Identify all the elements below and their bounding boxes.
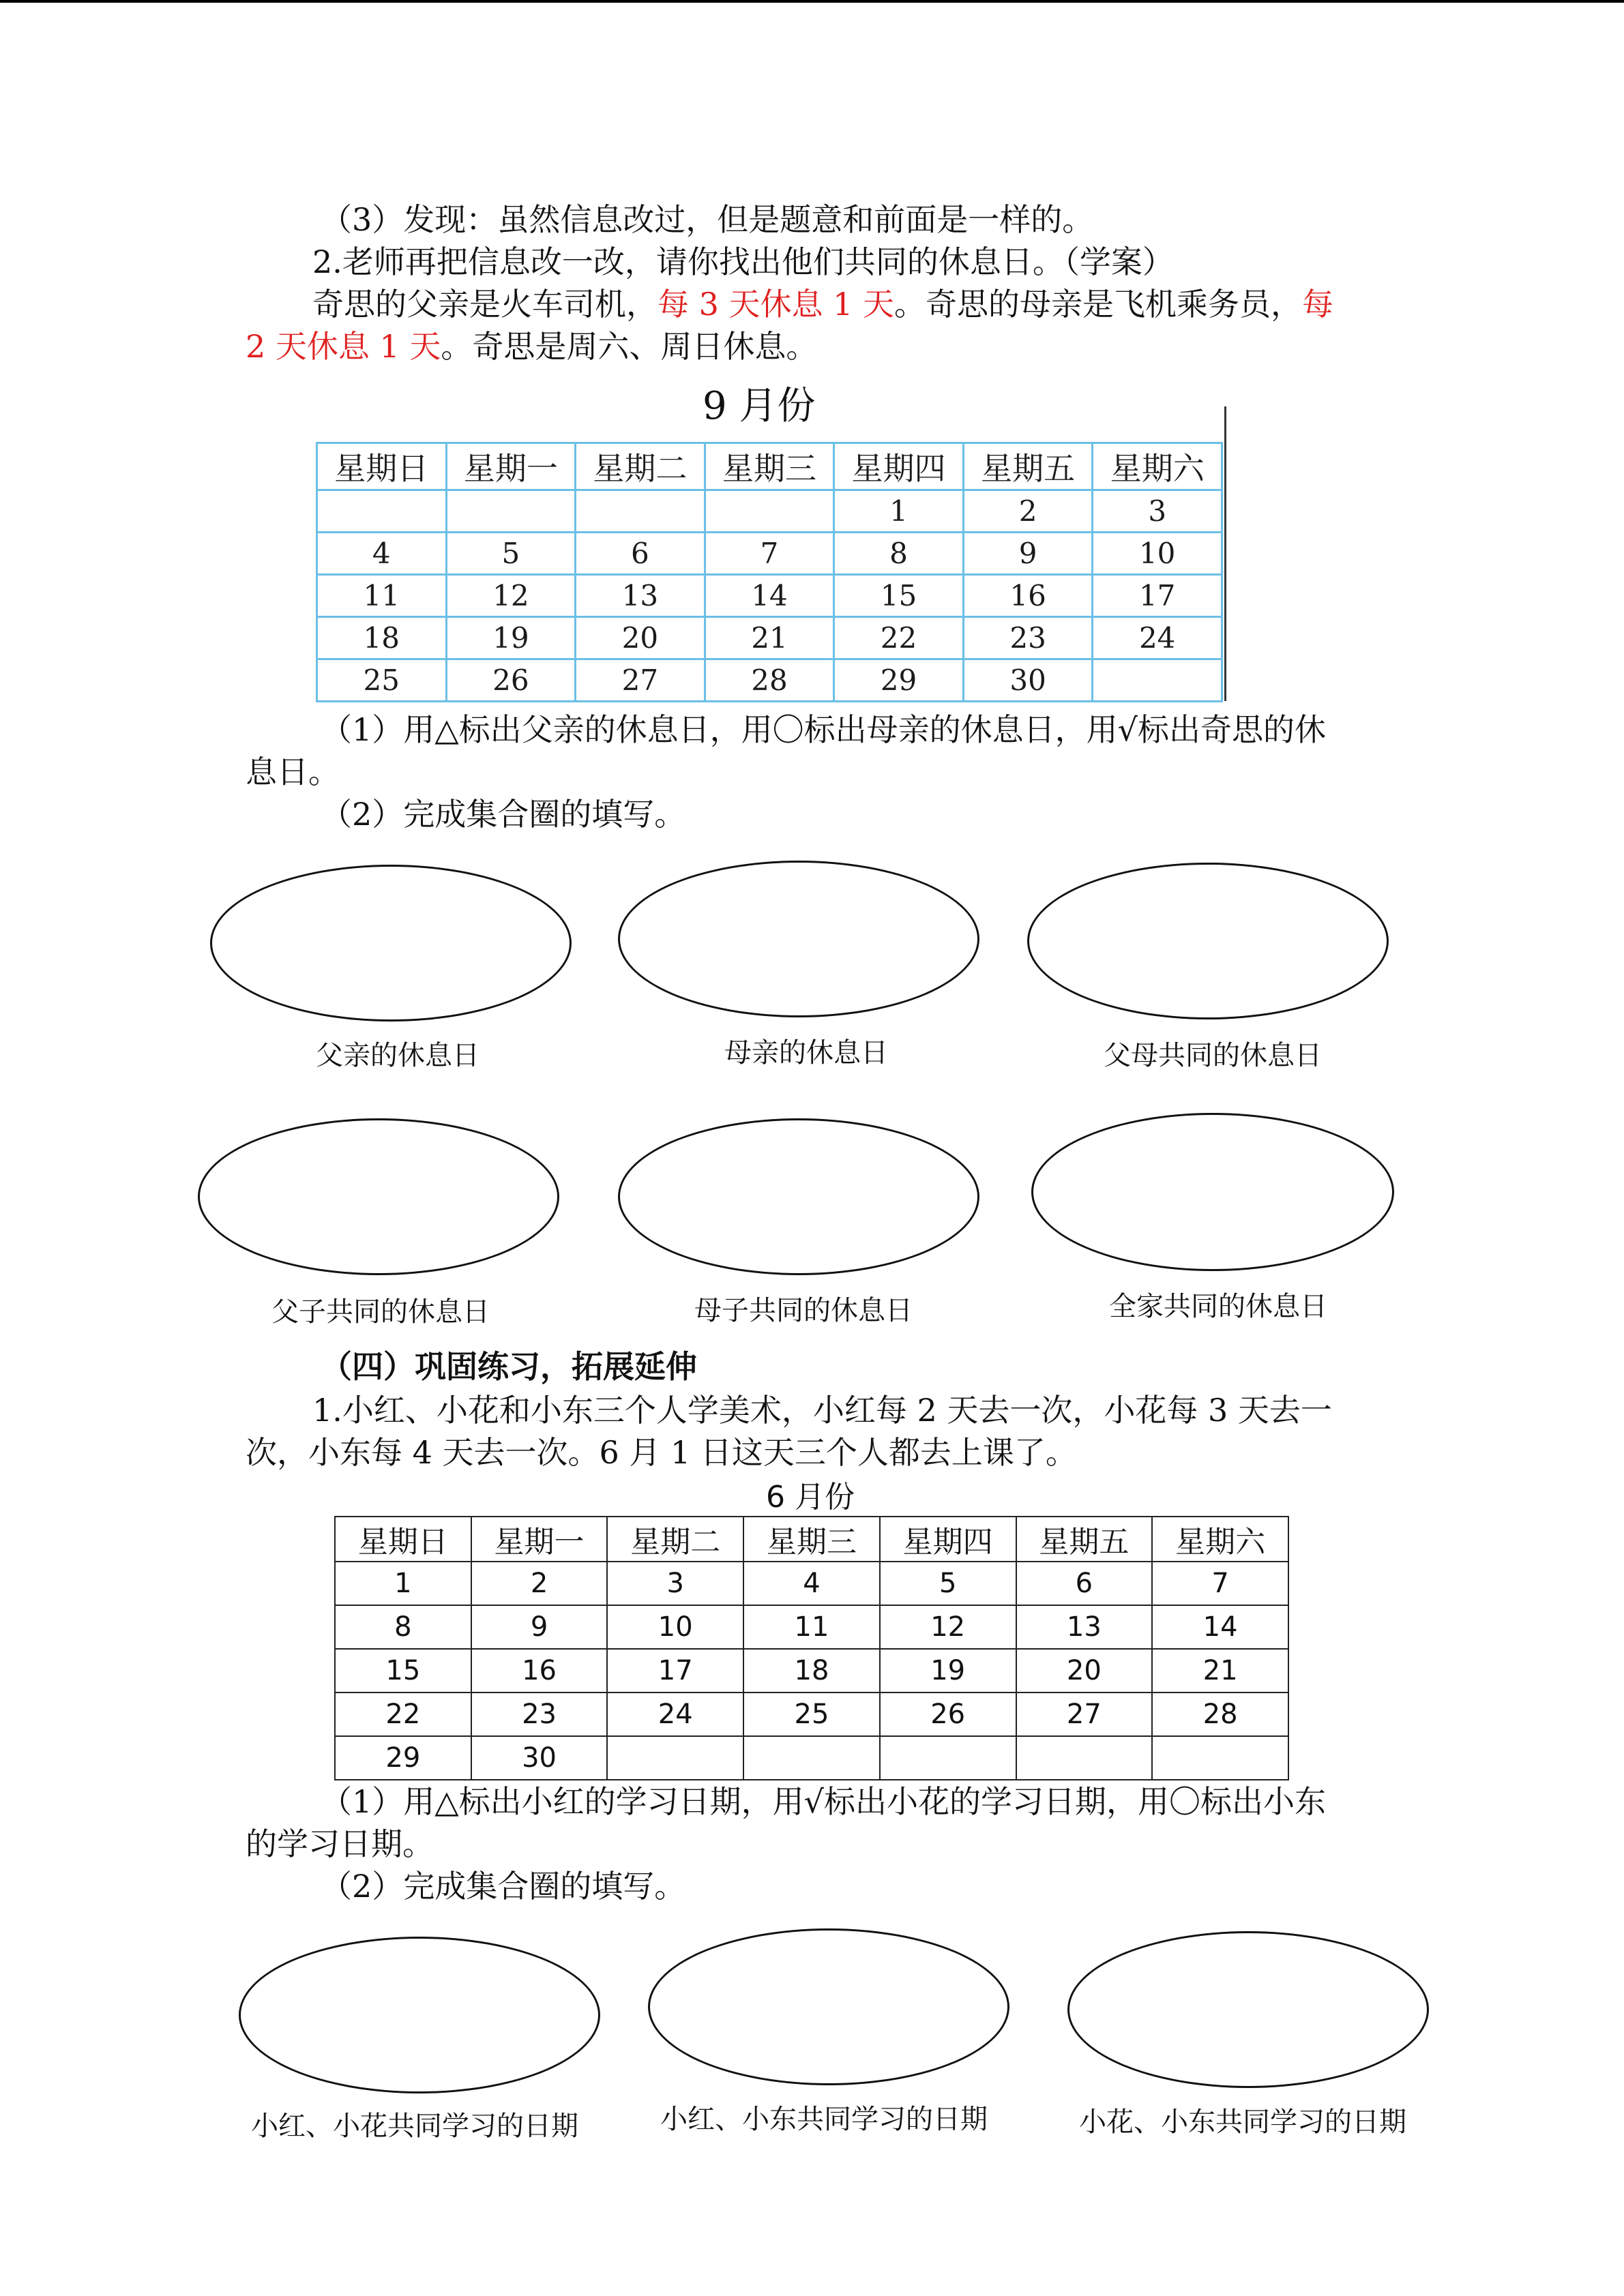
date-cell: 8 xyxy=(834,533,964,575)
date-cell: 9 xyxy=(963,533,1093,575)
date-cell: 26 xyxy=(446,659,576,702)
set-label: 母亲的休息日 xyxy=(724,1037,888,1069)
exercise-line-2: 次，小东每 4 天去一次。6 月 1 日这天三个人都去上课了。 xyxy=(246,1434,1077,1471)
date-cell: 25 xyxy=(743,1693,880,1736)
date-cell: 7 xyxy=(1152,1562,1288,1605)
date-cell: 11 xyxy=(317,575,447,617)
date-cell: 24 xyxy=(1093,617,1222,659)
date-cell: 5 xyxy=(880,1562,1016,1605)
date-cell xyxy=(1152,1736,1288,1780)
task1-question-1-cont: 息日。 xyxy=(246,754,340,790)
date-cell: 29 xyxy=(834,659,964,702)
calendar-week-row xyxy=(335,1649,1288,1693)
date-cell: 12 xyxy=(880,1605,1016,1649)
date-cell: 5 xyxy=(446,533,576,575)
set-circle-family[interactable] xyxy=(1031,1113,1394,1271)
date-cell xyxy=(446,490,576,533)
weekday-header: 星期六 xyxy=(1152,1517,1288,1562)
set-circle-xiaohong-xiaodong[interactable] xyxy=(648,1928,1009,2085)
date-cell xyxy=(1016,1736,1153,1780)
date-cell xyxy=(743,1736,880,1780)
date-cell: 22 xyxy=(335,1693,471,1736)
date-cell xyxy=(317,490,447,533)
calendar-week-row xyxy=(335,1562,1288,1605)
date-cell: 14 xyxy=(705,575,834,617)
calendar-header-row xyxy=(335,1517,1288,1562)
calendar-week-row xyxy=(317,617,1222,659)
set-label: 父母共同的休息日 xyxy=(1104,1040,1322,1071)
date-cell: 23 xyxy=(963,617,1093,659)
date-cell: 17 xyxy=(607,1649,743,1693)
set-circle-father-son[interactable] xyxy=(198,1118,559,1275)
date-cell: 16 xyxy=(963,575,1093,617)
date-cell: 10 xyxy=(607,1605,743,1649)
date-cell: 28 xyxy=(705,659,834,702)
problem-line-1: 奇思的父亲是火车司机，每 3 天休息 1 天。奇思的母亲是飞机乘务员，每 xyxy=(312,286,1334,323)
date-cell: 15 xyxy=(335,1649,471,1693)
june-title: 6 月份 xyxy=(766,1480,855,1515)
weekday-header: 星期四 xyxy=(834,443,964,490)
date-cell: 22 xyxy=(834,617,964,659)
set-label: 小红、小东共同学习的日期 xyxy=(660,2104,988,2135)
date-cell: 23 xyxy=(471,1693,608,1736)
date-cell: 21 xyxy=(705,617,834,659)
date-cell: 2 xyxy=(471,1562,608,1605)
september-title: 9 月份 xyxy=(703,384,816,428)
date-cell: 26 xyxy=(880,1693,1016,1736)
date-cell xyxy=(607,1736,743,1780)
task1-question-1: （1）用△标出父亲的休息日，用〇标出母亲的休息日，用√标出奇思的休 xyxy=(321,711,1326,748)
date-cell xyxy=(576,490,705,533)
date-cell: 9 xyxy=(471,1605,608,1649)
date-cell: 8 xyxy=(335,1605,471,1649)
task2-question-1-cont: 的学习日期。 xyxy=(246,1825,434,1862)
calendar-week-row xyxy=(317,659,1222,702)
weekday-header: 星期一 xyxy=(471,1517,608,1562)
june-calendar xyxy=(334,1516,1289,1780)
date-cell: 20 xyxy=(576,617,705,659)
date-cell: 14 xyxy=(1152,1605,1288,1649)
set-label: 小红、小花共同学习的日期 xyxy=(251,2111,578,2142)
calendar-week-row xyxy=(335,1693,1288,1736)
problem-line-2: 2 天休息 1 天。奇思是周六、周日休息。 xyxy=(246,328,818,365)
set-label: 父子共同的休息日 xyxy=(271,1296,490,1328)
date-cell: 17 xyxy=(1093,575,1222,617)
weekday-header: 星期日 xyxy=(317,443,447,490)
weekday-header: 星期五 xyxy=(1016,1517,1153,1562)
date-cell: 30 xyxy=(471,1736,608,1780)
date-cell: 18 xyxy=(317,617,447,659)
date-cell: 1 xyxy=(335,1562,471,1605)
finding-line: （3）发现：虽然信息改过，但是题意和前面是一样的。 xyxy=(321,201,1094,238)
date-cell: 3 xyxy=(607,1562,743,1605)
date-cell xyxy=(880,1736,1016,1780)
calendar-week-row xyxy=(335,1736,1288,1780)
date-cell: 4 xyxy=(317,533,447,575)
weekday-header: 星期日 xyxy=(335,1517,471,1562)
calendar-header-row xyxy=(317,443,1222,490)
calendar-week-row xyxy=(317,490,1222,533)
date-cell: 27 xyxy=(1016,1693,1153,1736)
date-cell: 29 xyxy=(335,1736,471,1780)
top-border xyxy=(0,0,1624,3)
date-cell: 16 xyxy=(471,1649,608,1693)
set-circle-parents[interactable] xyxy=(1027,863,1389,1019)
date-cell: 6 xyxy=(576,533,705,575)
task2-question-2: （2）完成集合圈的填写。 xyxy=(321,1868,686,1905)
set-label: 母子共同的休息日 xyxy=(694,1295,913,1326)
task-intro-line: 2.老师再把信息改一改，请你找出他们共同的休息日。（学案） xyxy=(312,243,1174,280)
date-cell: 19 xyxy=(880,1649,1016,1693)
date-cell: 2 xyxy=(963,490,1093,533)
date-cell: 20 xyxy=(1016,1649,1153,1693)
calendar-week-row xyxy=(317,575,1222,617)
weekday-header: 星期二 xyxy=(607,1517,743,1562)
date-cell: 15 xyxy=(834,575,964,617)
weekday-header: 星期五 xyxy=(963,443,1093,490)
weekday-header: 星期六 xyxy=(1093,443,1222,490)
september-calendar xyxy=(316,442,1223,702)
date-cell: 3 xyxy=(1093,490,1222,533)
set-label: 父亲的休息日 xyxy=(316,1040,479,1071)
set-circle-mother-son[interactable] xyxy=(618,1118,979,1275)
date-cell: 21 xyxy=(1152,1649,1288,1693)
set-circle-mother[interactable] xyxy=(618,861,979,1017)
weekday-header: 星期三 xyxy=(743,1517,880,1562)
weekday-header: 星期一 xyxy=(446,443,576,490)
calendar-week-row xyxy=(335,1605,1288,1649)
date-cell: 13 xyxy=(576,575,705,617)
set-circle-father[interactable] xyxy=(210,865,572,1022)
date-cell: 24 xyxy=(607,1693,743,1736)
set-label: 全家共同的休息日 xyxy=(1109,1291,1327,1322)
date-cell: 18 xyxy=(743,1649,880,1693)
exercise-line-1: 1.小红、小花和小东三个人学美术，小红每 2 天去一次，小花每 3 天去一 xyxy=(312,1392,1332,1429)
date-cell: 10 xyxy=(1093,533,1222,575)
weekday-header: 星期二 xyxy=(576,443,705,490)
weekday-header: 星期四 xyxy=(880,1517,1016,1562)
task2-question-1: （1）用△标出小红的学习日期，用√标出小花的学习日期，用〇标出小东 xyxy=(321,1783,1326,1820)
date-cell: 4 xyxy=(743,1562,880,1605)
set-circle-xiaohong-xiaohua[interactable] xyxy=(239,1937,600,2093)
calendar-edge-line xyxy=(1224,406,1226,701)
date-cell: 13 xyxy=(1016,1605,1153,1649)
weekday-header: 星期三 xyxy=(705,443,834,490)
task1-question-2: （2）完成集合圈的填写。 xyxy=(321,796,686,833)
date-cell: 7 xyxy=(705,533,834,575)
date-cell: 25 xyxy=(317,659,447,702)
date-cell: 11 xyxy=(743,1605,880,1649)
set-circle-xiaohua-xiaodong[interactable] xyxy=(1067,1931,1429,2088)
date-cell xyxy=(705,490,834,533)
set-label: 小花、小东共同学习的日期 xyxy=(1079,2106,1406,2138)
date-cell: 28 xyxy=(1152,1693,1288,1736)
section-heading: （四）巩固练习，拓展延伸 xyxy=(321,1348,697,1385)
date-cell xyxy=(1093,659,1222,702)
date-cell: 12 xyxy=(446,575,576,617)
date-cell: 30 xyxy=(963,659,1093,702)
date-cell: 6 xyxy=(1016,1562,1153,1605)
date-cell: 19 xyxy=(446,617,576,659)
date-cell: 1 xyxy=(834,490,964,533)
calendar-week-row xyxy=(317,533,1222,575)
date-cell: 27 xyxy=(576,659,705,702)
